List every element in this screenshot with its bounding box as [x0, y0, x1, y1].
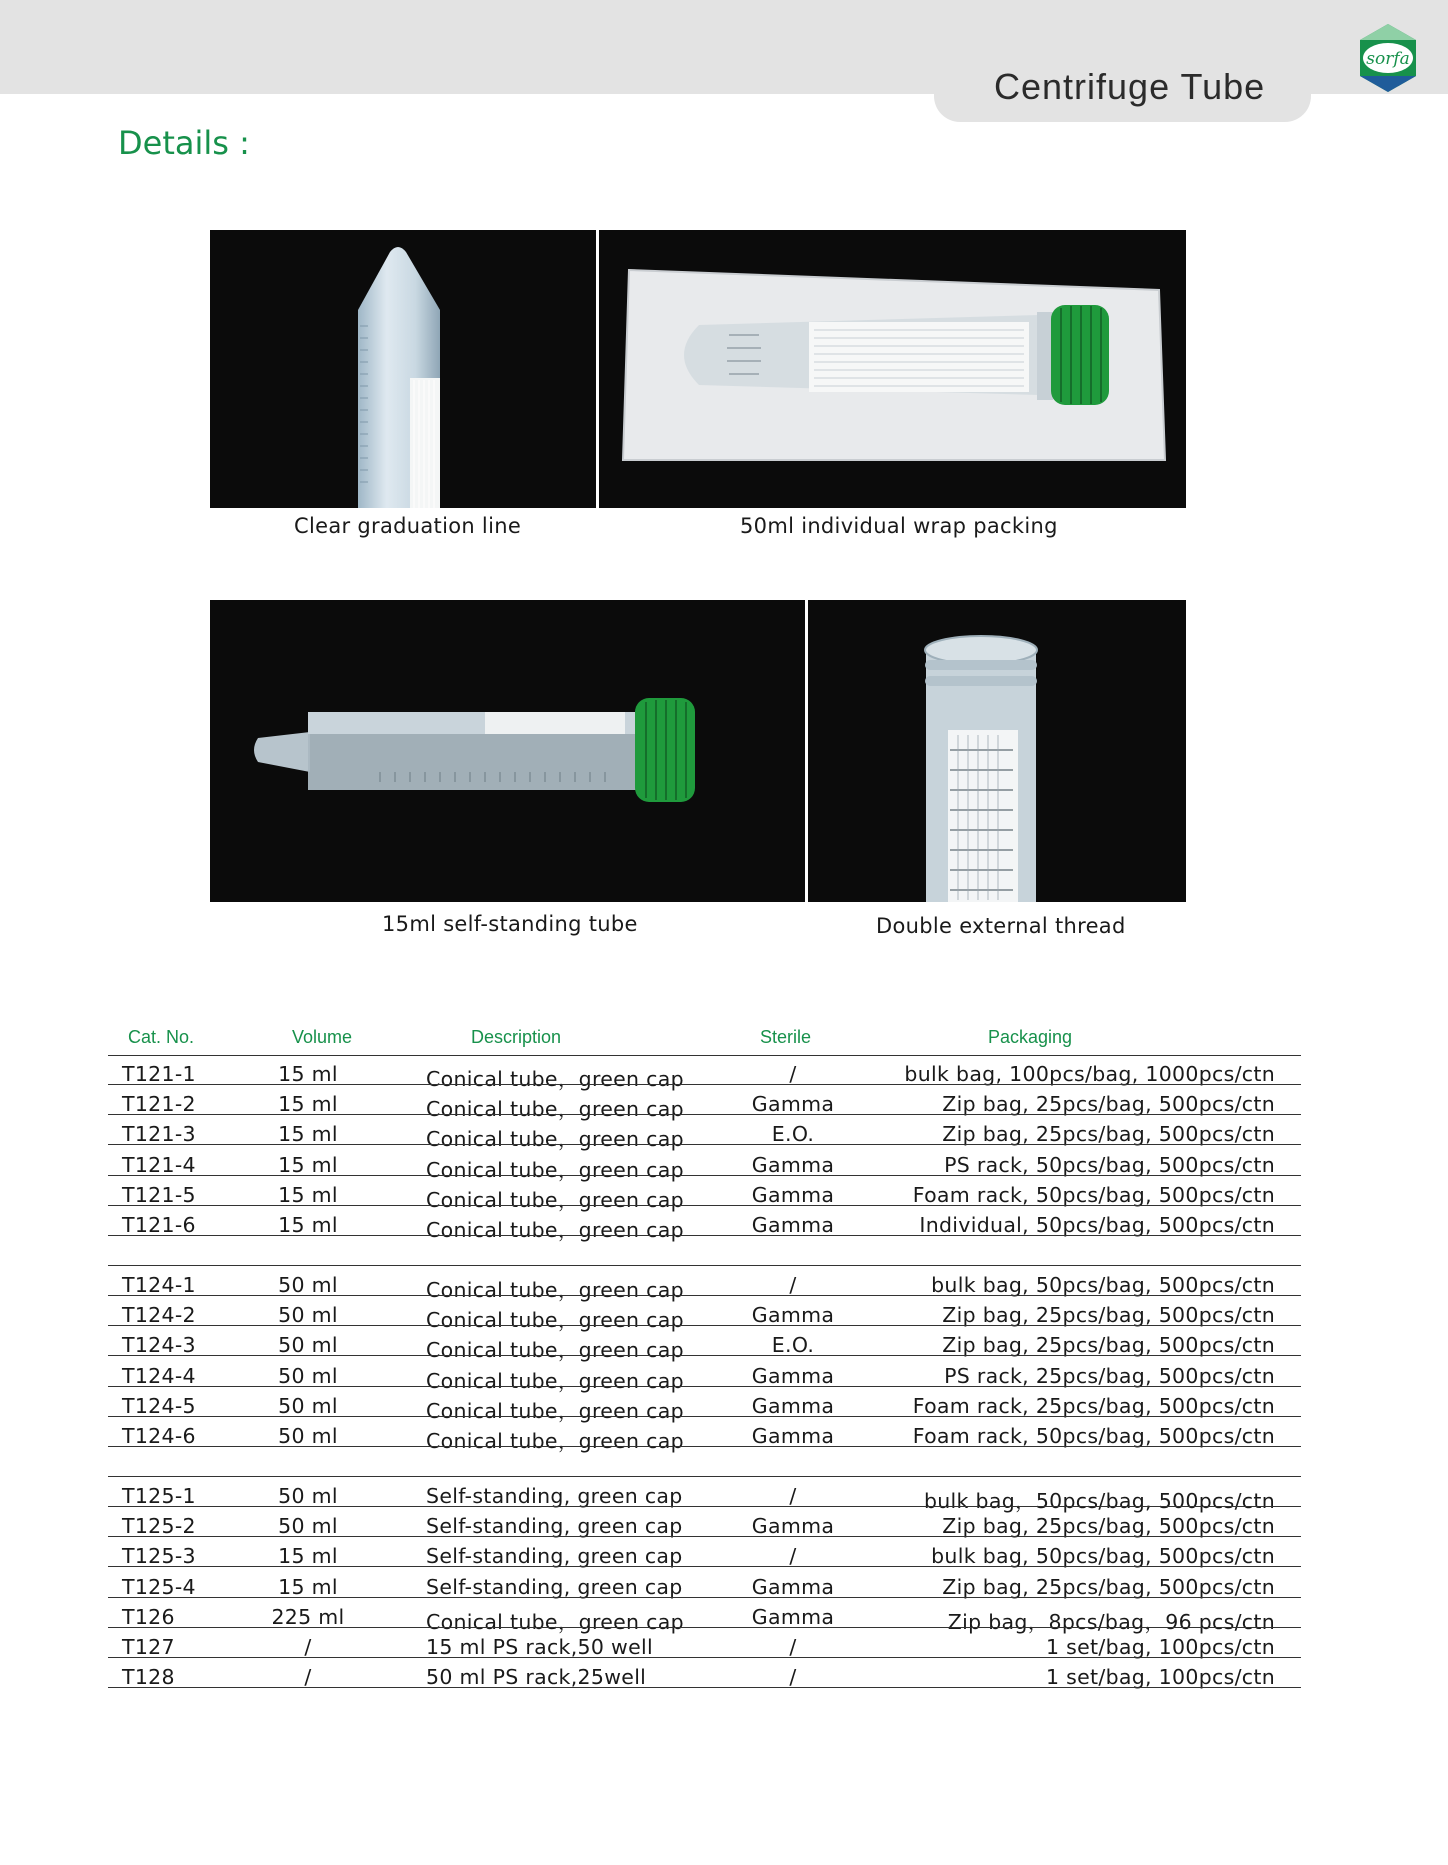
cell-sterile: / — [789, 1273, 797, 1297]
cell-sterile: Gamma — [751, 1574, 835, 1599]
cell-volume: 15 ml — [278, 1062, 338, 1086]
cell-sterile: Gamma — [751, 1604, 835, 1629]
cell-cat-no: T125-4 — [122, 1574, 196, 1599]
group-separator-rule — [108, 1265, 1301, 1266]
caption-graduation-line: Clear graduation line — [294, 514, 522, 538]
cell-packaging: Zip bag, 25pcs/bag, 500pcs/ctn — [942, 1333, 1275, 1358]
cell-volume: 50 ml — [278, 1484, 338, 1508]
cell-volume: 15 ml — [278, 1574, 338, 1599]
table-row — [108, 1575, 1301, 1605]
cell-cat-no: T124-3 — [122, 1333, 196, 1358]
cell-packaging: 1 set/bag, 100pcs/ctn — [1045, 1635, 1275, 1659]
table-row-rule — [108, 1597, 1301, 1598]
cell-description: Conical tube，green cap — [426, 1368, 684, 1393]
col-header-volume: Volume — [292, 1027, 353, 1047]
table-row-rule — [108, 1114, 1301, 1115]
cell-description: Conical tube，green cap — [426, 1127, 684, 1152]
cell-packaging: Zip bag, 25pcs/bag, 500pcs/ctn — [942, 1574, 1275, 1599]
photo-individual-wrap — [599, 230, 1186, 508]
cell-sterile: Gamma — [751, 1152, 835, 1177]
group-separator-rule — [108, 1476, 1301, 1477]
cell-packaging: bulk bag, 50pcs/bag, 500pcs/ctn — [931, 1273, 1275, 1297]
cell-packaging: Zip bag, 25pcs/bag, 500pcs/ctn — [942, 1303, 1275, 1328]
cell-cat-no: T124-4 — [122, 1363, 196, 1388]
cell-volume: 50 ml — [278, 1363, 338, 1388]
cell-description: Self-standing, green cap — [426, 1484, 683, 1508]
cell-cat-no: T124-5 — [122, 1393, 196, 1418]
cell-description: Self-standing, green cap — [426, 1544, 683, 1569]
photo-self-standing — [210, 600, 805, 902]
cell-packaging: 1 set/bag, 100pcs/ctn — [1045, 1665, 1275, 1690]
cell-volume: 15 ml — [278, 1182, 338, 1207]
cell-volume: 15 ml — [278, 1122, 338, 1147]
table-row — [108, 1333, 1301, 1363]
table-row-rule — [108, 1084, 1301, 1085]
cell-sterile: Gamma — [751, 1424, 835, 1448]
table-row — [108, 1635, 1301, 1665]
cell-packaging: Zip bag, 25pcs/bag, 500pcs/ctn — [942, 1122, 1275, 1147]
cell-description: Conical tube，green cap — [426, 1609, 684, 1634]
table-row — [108, 1544, 1301, 1574]
cell-description: Conical tube，green cap — [426, 1187, 684, 1212]
table-row — [108, 1273, 1301, 1303]
cell-description: Conical tube，green cap — [426, 1308, 684, 1333]
cell-description: Self-standing, green cap — [426, 1574, 683, 1599]
table-row-rule — [108, 1627, 1301, 1628]
caption-self-standing: 15ml self-standing tube — [382, 912, 638, 936]
table-row — [108, 1092, 1301, 1122]
cell-volume: 50 ml — [278, 1333, 338, 1358]
cell-packaging: Foam rack, 50pcs/bag, 500pcs/ctn — [912, 1424, 1275, 1448]
cell-description: Conical tube，green cap — [426, 1157, 684, 1182]
table-row-rule — [108, 1687, 1301, 1688]
cell-cat-no: T121-3 — [122, 1122, 196, 1147]
photo-graduation-line — [210, 230, 596, 508]
cell-cat-no: T125-3 — [122, 1544, 196, 1569]
cell-description: Conical tube，green cap — [426, 1429, 684, 1453]
cell-description: Conical tube，green cap — [426, 1067, 684, 1091]
cell-cat-no: T124-1 — [122, 1273, 196, 1297]
cell-sterile: / — [789, 1062, 797, 1086]
cell-description: Conical tube，green cap — [426, 1097, 684, 1122]
cell-packaging: Foam rack, 50pcs/bag, 500pcs/ctn — [912, 1182, 1275, 1207]
table-row-rule — [108, 1295, 1301, 1296]
cell-cat-no: T121-6 — [122, 1213, 196, 1237]
cell-sterile: / — [789, 1484, 797, 1508]
table-row — [108, 1213, 1301, 1243]
cell-volume: 15 ml — [278, 1213, 338, 1237]
wrapped-tube-image — [599, 230, 1186, 508]
table-row — [108, 1605, 1301, 1635]
cell-packaging: PS rack, 50pcs/bag, 500pcs/ctn — [944, 1152, 1275, 1177]
sorfa-logo — [1356, 22, 1420, 94]
table-row-rule — [108, 1144, 1301, 1145]
caption-external-thread: Double external thread — [876, 914, 1126, 938]
cell-description: Self-standing, green cap — [426, 1514, 683, 1539]
table-row-rule — [108, 1416, 1301, 1417]
table-row-rule — [108, 1566, 1301, 1567]
cell-description: Conical tube，green cap — [426, 1218, 684, 1242]
table-row — [108, 1424, 1301, 1454]
table-row-rule — [108, 1536, 1301, 1537]
table-header-rule — [108, 1055, 1301, 1056]
cell-packaging: Foam rack, 25pcs/bag, 500pcs/ctn — [912, 1393, 1275, 1418]
cell-cat-no: T121-4 — [122, 1152, 196, 1177]
cell-sterile: Gamma — [751, 1514, 835, 1539]
logo-text: sorfa — [1366, 49, 1410, 69]
tube-graduation-image — [210, 230, 596, 508]
cell-cat-no: T127 — [122, 1635, 175, 1659]
cell-sterile: Gamma — [751, 1092, 835, 1117]
photo-external-thread — [808, 600, 1186, 902]
cell-sterile: Gamma — [751, 1182, 835, 1207]
col-header-sterile: Sterile — [760, 1027, 812, 1047]
cell-sterile: Gamma — [751, 1363, 835, 1388]
table-row — [108, 1303, 1301, 1333]
cell-cat-no: T124-2 — [122, 1303, 196, 1328]
cell-sterile: Gamma — [751, 1303, 835, 1328]
table-row — [108, 1364, 1301, 1394]
cell-volume: 50 ml — [278, 1514, 338, 1539]
table-row-rule — [108, 1657, 1301, 1658]
table-row-rule — [108, 1205, 1301, 1206]
table-row — [108, 1394, 1301, 1424]
cell-description: 50 ml PS rack,25well — [426, 1665, 647, 1690]
table-row — [108, 1183, 1301, 1213]
cell-volume: 225 ml — [271, 1604, 345, 1629]
cell-cat-no: T125-2 — [122, 1514, 196, 1539]
cell-cat-no: T121-2 — [122, 1092, 196, 1117]
cell-cat-no: T124-6 — [122, 1424, 196, 1448]
self-standing-tube-image — [210, 600, 805, 902]
cell-packaging: bulk bag, 50pcs/bag, 500pcs/ctn — [931, 1544, 1275, 1569]
cell-sterile: / — [789, 1544, 797, 1569]
col-header-packaging: Packaging — [988, 1027, 1073, 1047]
cell-cat-no: T121-5 — [122, 1182, 196, 1207]
table-row-rule — [108, 1355, 1301, 1356]
cell-volume: 15 ml — [278, 1152, 338, 1177]
table-row — [108, 1062, 1301, 1092]
table-row — [108, 1153, 1301, 1183]
table-row — [108, 1484, 1301, 1514]
table-row — [108, 1665, 1301, 1695]
cell-description: Conical tube，green cap — [426, 1278, 684, 1302]
table-row — [108, 1514, 1301, 1544]
cell-volume: 50 ml — [278, 1303, 338, 1328]
cell-volume: 50 ml — [278, 1393, 338, 1418]
table-row-rule — [108, 1386, 1301, 1387]
cell-sterile: Gamma — [751, 1213, 835, 1237]
cell-sterile: E.O. — [771, 1122, 815, 1147]
table-row — [108, 1122, 1301, 1152]
cell-cat-no: T125-1 — [122, 1484, 196, 1508]
page-title: Centrifuge Tube — [994, 66, 1266, 107]
cell-volume: / — [304, 1635, 312, 1659]
cell-packaging: Individual, 50pcs/bag, 500pcs/ctn — [919, 1213, 1275, 1237]
caption-individual-wrap: 50ml individual wrap packing — [740, 514, 1058, 538]
cell-description: Conical tube，green cap — [426, 1398, 684, 1423]
cell-cat-no: T126 — [122, 1604, 175, 1629]
cell-packaging: PS rack, 25pcs/bag, 500pcs/ctn — [944, 1363, 1275, 1388]
cell-sterile: / — [789, 1635, 797, 1659]
thread-tube-image — [808, 600, 1186, 902]
cell-volume: 15 ml — [278, 1092, 338, 1117]
cell-sterile: E.O. — [771, 1333, 815, 1358]
table-row-rule — [108, 1235, 1301, 1236]
cell-description: Conical tube，green cap — [426, 1338, 684, 1363]
cell-volume: 50 ml — [278, 1273, 338, 1297]
cell-sterile: Gamma — [751, 1393, 835, 1418]
table-row-rule — [108, 1446, 1301, 1447]
cell-cat-no: T128 — [122, 1665, 175, 1690]
section-title: Details : — [118, 124, 250, 162]
cell-cat-no: T121-1 — [122, 1062, 196, 1086]
col-header-cat-no: Cat. No. — [128, 1027, 195, 1047]
table-row-rule — [108, 1506, 1301, 1507]
cell-volume: / — [304, 1665, 312, 1690]
cell-description: 15 ml PS rack,50 well — [426, 1635, 653, 1659]
col-header-description: Description — [471, 1027, 562, 1047]
cell-sterile: / — [789, 1665, 797, 1690]
cell-packaging: Zip bag, 25pcs/bag, 500pcs/ctn — [942, 1514, 1275, 1539]
cell-packaging: Zip bag, 25pcs/bag, 500pcs/ctn — [942, 1092, 1275, 1117]
cell-packaging: bulk bag，50pcs/bag, 500pcs/ctn — [923, 1489, 1275, 1513]
table-row-rule — [108, 1175, 1301, 1176]
cell-volume: 15 ml — [278, 1544, 338, 1569]
cell-packaging: Zip bag，8pcs/bag，96 pcs/ctn — [947, 1609, 1275, 1634]
cell-packaging: bulk bag, 100pcs/bag, 1000pcs/ctn — [904, 1062, 1275, 1086]
cell-volume: 50 ml — [278, 1424, 338, 1448]
table-row-rule — [108, 1325, 1301, 1326]
